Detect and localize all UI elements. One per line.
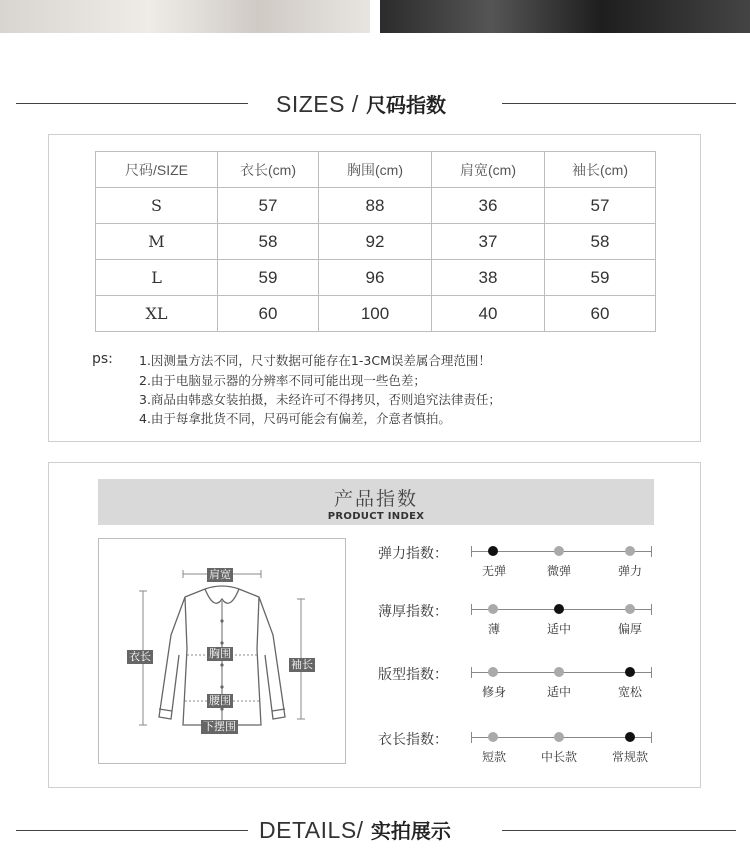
scale-option: 适中 — [546, 685, 572, 699]
sizes-section-title — [276, 89, 446, 118]
label-waist: 腰围 — [209, 694, 231, 707]
scale-dot — [625, 604, 635, 614]
label-chest: 胸围 — [209, 647, 231, 660]
table-cell: 60 — [218, 296, 319, 332]
label-sleeve: 袖长 — [291, 658, 313, 671]
size-cell: M — [96, 224, 218, 260]
scale-option: 微弹 — [546, 564, 572, 578]
product-index-subtitle: PRODUCT INDEX — [327, 511, 425, 522]
header-sleeve: 袖长(cm) — [545, 152, 656, 188]
table-row — [96, 260, 656, 296]
scale-dot — [488, 604, 498, 614]
scale-dot — [625, 732, 635, 742]
header-size: 尺码/SIZE — [96, 152, 218, 188]
size-cell: S — [96, 188, 218, 224]
scale-option: 修身 — [481, 685, 507, 699]
table-cell: 59 — [218, 260, 319, 296]
title-divider-right — [502, 830, 736, 831]
table-cell: 58 — [545, 224, 656, 260]
scale-option: 偏厚 — [617, 622, 643, 636]
table-cell: 38 — [432, 260, 545, 296]
size-cell: XL — [96, 296, 218, 332]
header-shoulder: 肩宽(cm) — [432, 152, 545, 188]
table-cell: 100 — [319, 296, 432, 332]
table-row — [96, 188, 656, 224]
label-length: 衣长 — [129, 650, 151, 663]
scale-dot — [488, 546, 498, 556]
size-cell: L — [96, 260, 218, 296]
note-line-3: 3.商品由韩惑女装拍摄，未经许可不得拷贝，否则追究法律责任； — [139, 392, 501, 407]
details-section-title — [259, 815, 451, 844]
scale-tick — [471, 667, 472, 678]
header-length: 衣长(cm) — [218, 152, 319, 188]
scale-dot — [554, 667, 564, 677]
scale-dot — [554, 546, 564, 556]
scale-option: 无弹 — [481, 564, 507, 578]
table-row — [96, 224, 656, 260]
sizes-title-zh: 尺码指数 — [366, 93, 447, 117]
table-cell: 36 — [432, 188, 545, 224]
table-cell: 58 — [218, 224, 319, 260]
sizes-title-en: SIZES / — [276, 91, 359, 117]
index-label: 版型指数： — [378, 667, 448, 683]
note-line-1: 1.因测量方法不同，尺寸数据可能存在1-3CM误差属合理范围！ — [139, 353, 491, 368]
table-cell: 57 — [218, 188, 319, 224]
scale-option: 薄 — [487, 622, 501, 636]
size-table — [95, 151, 656, 332]
garment-diagram — [98, 538, 346, 764]
ps-label: ps: — [92, 351, 113, 367]
scale-tick — [651, 546, 652, 557]
index-label: 弹力指数： — [378, 546, 448, 562]
label-shoulder: 肩宽 — [209, 568, 231, 581]
scale-option: 中长款 — [540, 750, 578, 764]
scale-tick — [471, 604, 472, 615]
table-cell: 96 — [319, 260, 432, 296]
note-line-4: 4.由于每拿批货不同，尺码可能会有偏差，介意者慎拍。 — [139, 411, 451, 426]
title-divider-right — [502, 103, 736, 104]
product-photo-left — [0, 0, 370, 33]
size-table-header-row — [96, 152, 656, 188]
scale-dot — [554, 732, 564, 742]
index-label: 衣长指数： — [378, 732, 448, 748]
product-index-header — [98, 479, 654, 525]
note-line-2: 2.由于电脑显示器的分辨率不同可能出现一些色差； — [139, 373, 426, 388]
product-index-title: 产品指数 — [333, 488, 418, 510]
table-cell: 88 — [319, 188, 432, 224]
table-row — [96, 296, 656, 332]
scale-tick — [471, 546, 472, 557]
scale-tick — [651, 667, 652, 678]
scale-dot — [625, 546, 635, 556]
scale-option: 常规款 — [611, 750, 649, 764]
header-chest: 胸围(cm) — [319, 152, 432, 188]
table-cell: 92 — [319, 224, 432, 260]
scale-option: 短款 — [481, 750, 507, 764]
title-divider-left — [16, 830, 248, 831]
table-cell: 37 — [432, 224, 545, 260]
scale-tick — [651, 604, 652, 615]
scale-tick — [471, 732, 472, 743]
scale-tick — [651, 732, 652, 743]
details-title-en: DETAILS/ — [259, 817, 364, 843]
scale-option: 适中 — [546, 622, 572, 636]
scale-dot — [488, 667, 498, 677]
details-title-zh: 实拍展示 — [370, 819, 451, 843]
scale-dot — [625, 667, 635, 677]
scale-dot — [554, 604, 564, 614]
scale-option: 宽松 — [617, 685, 643, 699]
label-hem: 下摆围 — [203, 720, 236, 733]
title-divider-left — [16, 103, 248, 104]
index-label: 薄厚指数： — [378, 604, 448, 620]
table-cell: 40 — [432, 296, 545, 332]
table-cell: 60 — [545, 296, 656, 332]
scale-dot — [488, 732, 498, 742]
product-photo-right — [380, 0, 750, 33]
table-cell: 57 — [545, 188, 656, 224]
table-cell: 59 — [545, 260, 656, 296]
scale-option: 弹力 — [617, 564, 643, 578]
